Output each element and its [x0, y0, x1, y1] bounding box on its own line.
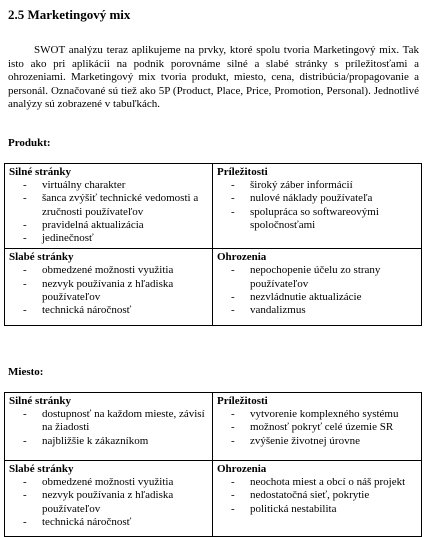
- intro-paragraph: SWOT analýzu teraz aplikujeme na prvky, ktoré spolu tvoria Marketingový mix. Tak isto ako pri aplikácii na podnik porovnáme silné a slabé stránky s príležitosťami a ohrozeniami. Marketingový mix tvoria produkt, miesto, cena, distribúcia/propagovanie a personál. Označované sú tiež ako 5P (Product, Place, Price, Promotion, Personal). Jednotlivé analýzy sú zobrazené v tabuľkách.: [8, 44, 419, 111]
- list-item: - spolupráca so softwareovými spoločnosťami: [217, 206, 418, 232]
- strengths-cell: [5, 164, 213, 249]
- swot-table-produkt: [4, 163, 422, 326]
- list-item: - nezvládnutie aktualizácie: [217, 291, 418, 304]
- opportunities-cell: [213, 393, 422, 461]
- section-heading: 2.5 Marketingový mix: [8, 7, 131, 22]
- strengths-title: Silné stránky: [9, 166, 72, 178]
- opportunities-cell: [213, 164, 422, 249]
- list-item: - dostupnosť na každom mieste, závisí na žiadosti: [9, 408, 209, 434]
- threats-list: [217, 264, 418, 317]
- threats-cell: [213, 461, 422, 537]
- weaknesses-cell: [5, 461, 213, 537]
- list-item: - obmedzené možnosti využitia: [9, 476, 209, 489]
- opportunities-title: Príležitosti: [217, 166, 268, 178]
- list-item: - technická náročnosť: [9, 516, 209, 529]
- list-item: - nepochopenie účelu zo strany používateľov: [217, 264, 418, 290]
- list-item: - široký záber informácií: [217, 179, 418, 192]
- section-label-miesto: Miesto:: [8, 366, 44, 378]
- list-item: - technická náročnosť: [9, 304, 209, 317]
- threats-cell: [213, 249, 422, 326]
- weaknesses-title: Slabé stránky: [9, 251, 74, 264]
- list-item: - vytvorenie komplexného systému: [217, 408, 418, 421]
- section-label-produkt: Produkt:: [8, 137, 51, 149]
- list-item: - zvýšenie životnej úrovne: [217, 435, 418, 448]
- threats-list: [217, 476, 418, 516]
- list-item: - politická nestabilita: [217, 503, 418, 516]
- strengths-cell: [5, 393, 213, 461]
- list-item: - najbližšie k zákazníkom: [9, 435, 209, 448]
- list-item: - nezvyk používania z hľadiska používateľov: [9, 489, 209, 515]
- weaknesses-title: Slabé stránky: [9, 463, 74, 475]
- threats-title: Ohrozenia: [217, 463, 267, 475]
- list-item: - jedinečnosť: [9, 232, 209, 245]
- swot-table-miesto: [4, 392, 422, 537]
- list-item: - možnosť pokryť celé územie SR: [217, 421, 418, 434]
- list-item: - nezvyk používania z hľadiska používateľov: [9, 278, 209, 304]
- strengths-list: [9, 408, 209, 448]
- weaknesses-list: [9, 476, 209, 529]
- strengths-title: Silné stránky: [9, 395, 72, 407]
- list-item: - neochota miest a obcí o náš projekt: [217, 476, 418, 489]
- opportunities-title: Príležitosti: [217, 395, 268, 407]
- weaknesses-cell: [5, 249, 213, 326]
- list-item: - nulové náklady používateľa: [217, 192, 418, 205]
- weaknesses-list: [9, 264, 209, 317]
- list-item: - obmedzené možnosti využitia: [9, 264, 209, 277]
- strengths-list: [9, 179, 209, 245]
- threats-title: Ohrozenia: [217, 251, 267, 264]
- list-item: - šanca zvýšiť technické vedomosti a zručnosti používateľov: [9, 192, 209, 218]
- opportunities-list: [217, 179, 418, 232]
- list-item: - nedostatočná sieť, pokrytie: [217, 489, 418, 502]
- list-item: - vandalizmus: [217, 304, 418, 317]
- list-item: - virtuálny charakter: [9, 179, 209, 192]
- opportunities-list: [217, 408, 418, 448]
- list-item: - pravidelná aktualizácia: [9, 219, 209, 232]
